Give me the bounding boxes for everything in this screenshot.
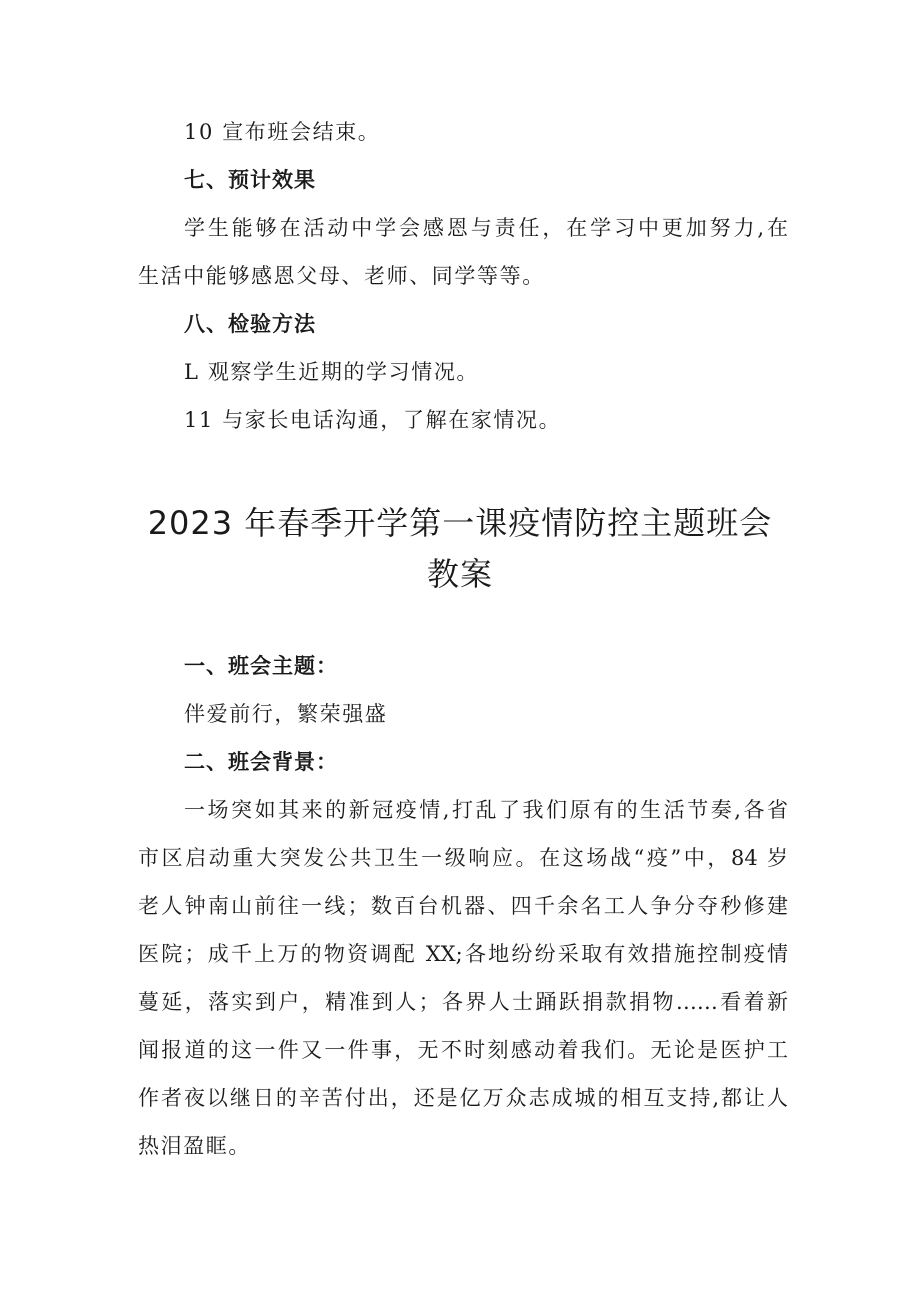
- section-1-heading: 一、班会主题：: [184, 654, 338, 678]
- effect-paragraph-line-1: 学生能够在活动中学会感恩与责任，在学习中更加努力,在: [184, 216, 788, 240]
- effect-paragraph-line-2: 生活中能够感恩父母、老师、同学等等。: [138, 264, 545, 288]
- section-2-heading: 二、班会背景：: [184, 750, 338, 774]
- document-title-line-2: 教案: [426, 555, 493, 593]
- background-paragraph-line: 蔓延，落实到户，精准到人；各界人士踊跃捐款捐物……看着新: [138, 990, 788, 1014]
- background-paragraph-line: 一场突如其来的新冠疫情,打乱了我们原有的生活节奏,各省: [184, 798, 788, 822]
- theme-text: 伴爱前行，繁荣强盛: [184, 702, 388, 726]
- method-item-1: L 观察学生近期的学习情况。: [184, 360, 480, 384]
- section-8-heading: 八、检验方法: [184, 312, 316, 336]
- background-paragraph-line: 老人钟南山前往一线；数百台机器、四千余名工人争分夺秒修建: [138, 894, 788, 918]
- background-paragraph-line: 闻报道的这一件又一件事，无不时刻感动着我们。无论是医护工: [138, 1038, 788, 1062]
- background-paragraph-line: 热泪盈眶。: [138, 1134, 251, 1158]
- background-paragraph-line: 市区启动重大突发公共卫生一级响应。在这场战“疫”中，84 岁: [138, 846, 788, 870]
- step-10-text: 10 宣布班会结束。: [184, 120, 381, 144]
- document-title-line-1: 2023 年春季开学第一课疫情防控主题班会: [147, 504, 773, 542]
- background-paragraph-line: 医院；成千上万的物资调配 XX;各地纷纷采取有效措施控制疫情: [138, 942, 788, 966]
- section-7-heading: 七、预计效果: [184, 168, 316, 192]
- background-paragraph-line: 作者夜以继日的辛苦付出，还是亿万众志成城的相互支持,都让人: [138, 1086, 788, 1110]
- method-item-2: 11 与家长电话沟通，了解在家情况。: [184, 408, 562, 432]
